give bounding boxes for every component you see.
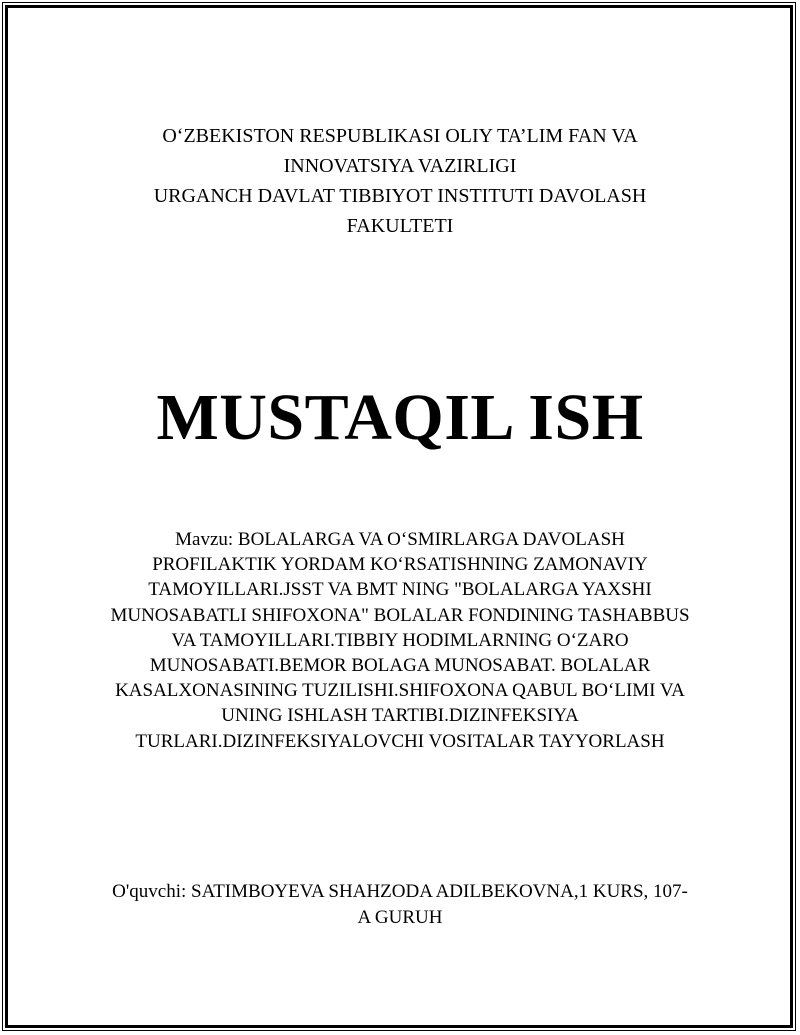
topic-line: MUNOSABATLI SHIFOXONA" BOLALAR FONDINING TASHABBUS — [110, 604, 690, 626]
topic-line: UNING ISHLASH TARTIBI.DIZINFEKSIYA — [221, 705, 579, 727]
topic-line: VA TAMOYILLARI.TIBBIY HODIMLARNING O‘ZARO — [171, 629, 629, 651]
document-title: MUSTAQIL ISH — [156, 381, 644, 454]
institution-line: O‘ZBEKISTON RESPUBLIKASI OLIY TA’LIM FAN VA — [162, 125, 638, 147]
student-info — [0, 879, 800, 931]
institution-line: FAKULTETI — [346, 215, 454, 237]
institution-line: URGANCH DAVLAT TIBBIYOT INSTITUTI DAVOLASH — [153, 185, 647, 207]
topic-paragraph — [0, 527, 800, 754]
student-line: O'quvchi: SATIMBOYEVA SHAHZODA ADILBEKOVNA,1 KURS, 107- — [112, 881, 688, 902]
topic-line: TURLARI.DIZINFEKSIYALOVCHI VOSITALAR TAYYORLASH — [135, 730, 665, 752]
topic-line: MUNOSABATI.BEMOR BOLAGA MUNOSABAT. BOLALAR — [149, 655, 651, 677]
topic-line: Mavzu: BOLALARGA VA O‘SMIRLARGA DAVOLASH — [175, 529, 625, 550]
institution-line: INNOVATSIYA VAZIRLIGI — [283, 155, 517, 177]
institution-heading — [0, 121, 800, 241]
topic-line: KASALXONASINING TUZILISHI.SHIFOXONA QABUL BO‘LIMI VA — [115, 680, 685, 702]
topic-line: PROFILAKTIK YORDAM KO‘RSATISHNING ZAMONAVIY — [152, 554, 648, 576]
topic-line: TAMOYILLARI.JSST VA BMT NING "BOLALARGA YAXSHI — [148, 579, 652, 601]
student-line: A GURUH — [357, 907, 443, 928]
